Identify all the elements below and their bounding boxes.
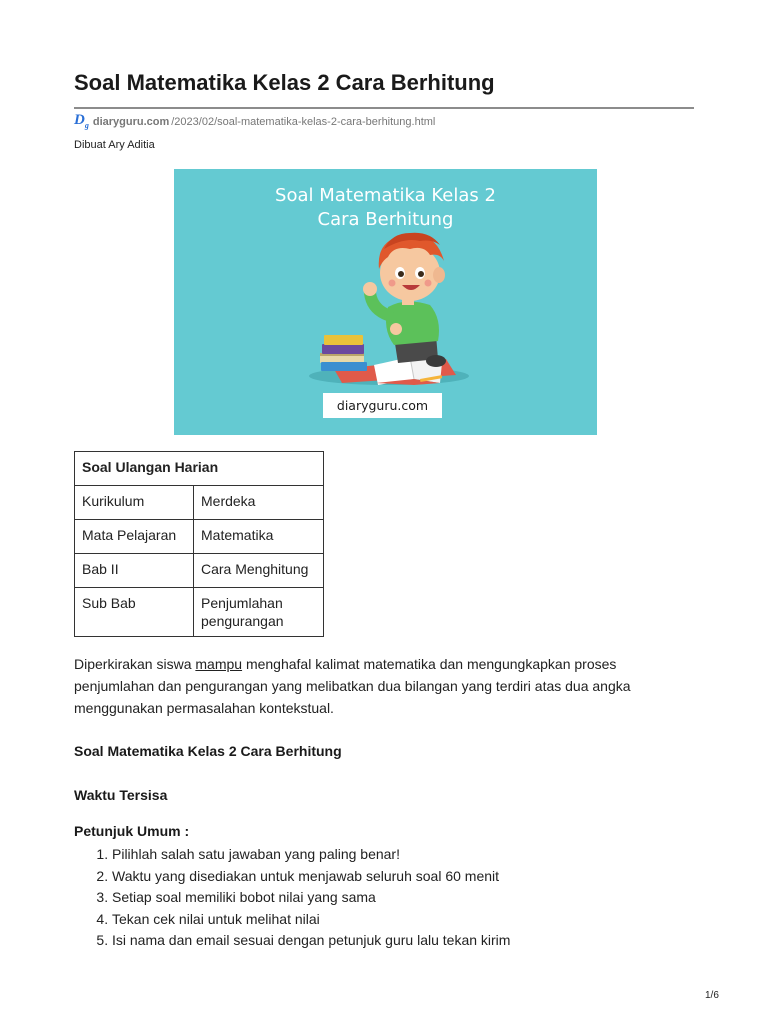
source-line [74, 113, 435, 131]
intro-text-start: Diperkirakan siswa [74, 656, 196, 672]
table-row [75, 486, 324, 520]
table-cell-label: Mata Pelajaran [75, 520, 194, 554]
underlined-word: mampu [195, 656, 243, 672]
banner-title-line1: Soal Matematika Kelas 2 [275, 185, 496, 206]
table-cell-label: Bab II [75, 554, 194, 588]
list-item: 3. Setiap soal memiliki bobot nilai yang sama [112, 887, 510, 909]
list-item: 2. Waktu yang disediakan untuk menjawab seluruh soal 60 menit [112, 866, 510, 888]
table-header: Soal Ulangan Harian [75, 452, 324, 486]
diaryguru-logo-icon [74, 112, 89, 130]
list-item: 1. Pilihlah salah satu jawaban yang paling benar! [112, 844, 510, 866]
table-cell-value: Matematika [194, 520, 324, 554]
list-item: 5. Isi nama dan email sesuai dengan petunjuk guru lalu tekan kirim [112, 930, 510, 952]
author-line: Dibuat Ary Aditia [74, 139, 155, 151]
time-remaining-heading: Waktu Tersisa [74, 787, 168, 803]
table-row [75, 520, 324, 554]
table-row [75, 588, 324, 637]
instructions-heading: Petunjuk Umum : [74, 823, 190, 839]
table-cell-label: Kurikulum [75, 486, 194, 520]
logo-sub: g [84, 121, 89, 130]
banner-title-line2: Cara Berhitung [317, 209, 454, 230]
banner-caption: diaryguru.com [336, 398, 429, 413]
source-path[interactable]: /2023/02/soal-matematika-kelas-2-cara-berhitung.html [171, 116, 436, 128]
source-domain[interactable]: diaryguru.com [92, 116, 170, 128]
intro-text-end: menghafal kalimat matematika dan mengungkapkan proses penjumlahan dan pengurangan yang melibatkan dua bilangan yang terdiri atas dua angka menggunakan permasalahan kontekstual. [74, 656, 631, 716]
table-cell-label: Sub Bab [75, 588, 194, 637]
page-number: 1/6 [705, 990, 719, 1001]
title-divider [74, 107, 694, 109]
instructions-list [74, 844, 510, 952]
table-cell-value: Merdeka [194, 486, 324, 520]
table-row [75, 554, 324, 588]
info-table [74, 451, 324, 637]
logo-letter: D [74, 112, 85, 128]
page-title: Soal Matematika Kelas 2 Cara Berhitung [74, 70, 495, 95]
table-cell-value: Penjumlahan pengurangan [194, 588, 324, 637]
intro-paragraph [74, 653, 694, 719]
table-cell-value: Cara Menghitung [194, 554, 324, 588]
list-item: 4. Tekan cek nilai untuk melihat nilai [112, 909, 510, 931]
section-title: Soal Matematika Kelas 2 Cara Berhitung [74, 743, 342, 759]
table-header-row [75, 452, 324, 486]
banner-image [174, 169, 597, 435]
